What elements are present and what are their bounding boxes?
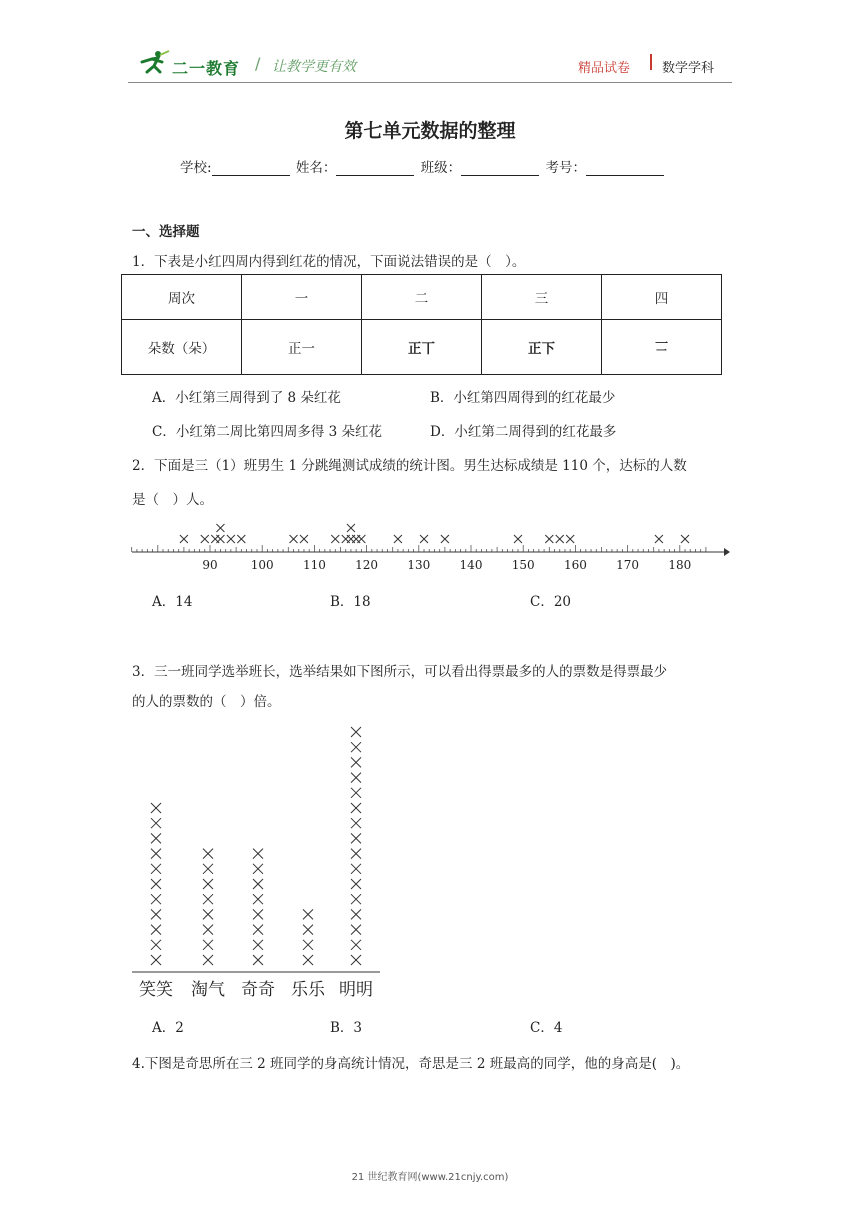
- vote-cross-mark: [351, 833, 361, 843]
- vote-cross-mark: [351, 955, 361, 965]
- axis-tick-label: 120: [355, 558, 379, 572]
- header-separator: /: [255, 54, 261, 73]
- table-header-cell: 四: [602, 275, 722, 320]
- vote-cross-mark: [151, 879, 161, 889]
- dot-plot-cross-mark: [237, 535, 245, 543]
- vote-cross-mark: [351, 788, 361, 798]
- page-footer: 21 世纪教育网(www.21cnjy.com): [351, 1172, 509, 1183]
- dot-plot-cross-mark: [681, 535, 689, 543]
- question-2-text-line2: 是（ ）人。: [132, 492, 213, 508]
- vote-cross-mark: [203, 925, 213, 935]
- axis-tick-label: 110: [302, 558, 326, 572]
- dot-plot-cross-mark: [180, 535, 188, 543]
- class-label: 班级：: [420, 160, 462, 176]
- dot-plot-cross-mark: [420, 535, 428, 543]
- vote-cross-mark: [351, 864, 361, 874]
- tally-cell: 正丅: [362, 320, 482, 375]
- dot-plot-cross-mark: [545, 535, 553, 543]
- vote-cross-mark: [253, 864, 263, 874]
- candidate-name-label: 淘气: [191, 980, 225, 1000]
- vote-cross-mark: [151, 864, 161, 874]
- table-header-cell: 二: [362, 275, 482, 320]
- logo-runner-icon: [138, 50, 170, 76]
- dot-plot-cross-mark: [216, 524, 224, 532]
- dot-plot-cross-mark: [300, 535, 308, 543]
- dot-plot-cross-mark: [441, 535, 449, 543]
- q1-option-b[interactable]: B．小红第四周得到的红花最少: [430, 390, 616, 406]
- q2-option-b[interactable]: B．18: [330, 594, 371, 610]
- table-header-cell: 一: [242, 275, 362, 320]
- vote-cross-mark: [253, 925, 263, 935]
- table-row-label: 朵数（朵）: [122, 320, 242, 375]
- vote-cross-mark: [351, 803, 361, 813]
- exam-blank[interactable]: [586, 161, 664, 176]
- header-tag-premium: 精品试卷: [578, 61, 631, 76]
- header-divider: [650, 54, 652, 70]
- vote-cross-mark: [351, 849, 361, 859]
- question-1-text: 1．下表是小红四周内得到红花的情况，下面说法错误的是（ ）。: [132, 254, 526, 270]
- exam-label: 考号：: [545, 160, 586, 176]
- axis-tick-label: 180: [668, 558, 692, 572]
- dot-plot-cross-mark: [566, 535, 574, 543]
- vote-cross-mark: [351, 925, 361, 935]
- dot-plot-cross-mark: [201, 535, 209, 543]
- axis-arrow-icon: [724, 548, 730, 556]
- table-header-cell: 三: [482, 275, 602, 320]
- vote-cross-mark: [351, 773, 361, 783]
- vote-cross-mark: [203, 894, 213, 904]
- page-title: 第七单元数据的整理: [344, 120, 516, 142]
- table-header-cell: 周次: [122, 275, 242, 320]
- q2-option-c[interactable]: C．20: [530, 594, 572, 610]
- vote-cross-mark: [351, 727, 361, 737]
- dot-plot-cross-mark: [216, 535, 224, 543]
- vote-cross-mark: [151, 894, 161, 904]
- name-blank[interactable]: [336, 161, 414, 176]
- vote-cross-mark: [351, 818, 361, 828]
- dot-plot-cross-mark: [394, 535, 402, 543]
- vote-cross-mark: [303, 955, 313, 965]
- vote-cross-mark: [253, 879, 263, 889]
- candidate-name-label: 明明: [339, 980, 373, 1000]
- vote-cross-mark: [203, 909, 213, 919]
- vote-cross-mark: [351, 757, 361, 767]
- vote-cross-mark: [253, 849, 263, 859]
- header-rule: [128, 82, 732, 83]
- q1-option-a[interactable]: A．小红第三周得到了 8 朵红花: [152, 390, 341, 406]
- question-4-text: 4.下图是奇思所在三 2 班同学的身高统计情况，奇思是三 2 班最高的同学，他的身高是( )。: [132, 1056, 690, 1072]
- vote-cross-mark: [151, 833, 161, 843]
- section-heading: 一、选择题: [132, 224, 200, 240]
- dot-plot-cross-mark: [331, 535, 339, 543]
- q3-option-a[interactable]: A．2: [152, 1020, 184, 1036]
- vote-cross-mark: [253, 894, 263, 904]
- vote-cross-mark: [351, 742, 361, 752]
- header-tag-subject: 数学学科: [662, 61, 715, 76]
- vote-cross-mark: [253, 940, 263, 950]
- axis-tick-label: 100: [250, 558, 274, 572]
- dot-plot-cross-mark: [556, 535, 564, 543]
- tally-cell: 𠄟: [602, 320, 722, 375]
- vote-cross-mark: [203, 955, 213, 965]
- vote-cross-mark: [253, 909, 263, 919]
- question-3-text-line2: 的人的票数的（ ）倍。: [132, 694, 281, 710]
- dot-plot-cross-mark: [514, 535, 522, 543]
- tally-cell: 正下: [482, 320, 602, 375]
- dot-plot-cross-mark: [290, 535, 298, 543]
- axis-tick-label: 170: [616, 558, 640, 572]
- axis-tick-label: 150: [511, 558, 535, 572]
- school-label: 学校:: [180, 160, 212, 176]
- student-info-line: [180, 156, 666, 176]
- dot-plot-cross-mark: [347, 524, 355, 532]
- dot-plot-cross-mark: [655, 535, 663, 543]
- vote-cross-mark: [351, 879, 361, 889]
- jump-rope-dot-plot: [128, 516, 732, 576]
- tally-cell: 正一: [242, 320, 362, 375]
- axis-tick-label: 160: [563, 558, 587, 572]
- vote-cross-mark: [351, 940, 361, 950]
- brand-name: 二一教育: [172, 59, 241, 78]
- question-2-text-line1: 2．下面是三（1）班男生 1 分跳绳测试成绩的统计图。男生达标成绩是 110 个，达标的人数: [132, 458, 687, 474]
- vote-cross-mark: [303, 925, 313, 935]
- school-blank[interactable]: [212, 161, 290, 176]
- vote-cross-mark: [203, 849, 213, 859]
- vote-cross-mark: [151, 955, 161, 965]
- brand-slogan: 让教学更有效: [272, 59, 356, 75]
- vote-cross-mark: [303, 940, 313, 950]
- q1-option-d[interactable]: D．小红第二周得到的红花最多: [430, 424, 617, 440]
- question-3-text-line1: 3．三一班同学选举班长，选举结果如下图所示，可以看出得票最多的人的票数是得票最少: [132, 664, 668, 680]
- vote-cross-mark: [253, 955, 263, 965]
- tally-table: [121, 274, 722, 375]
- q3-option-c[interactable]: C．4: [530, 1020, 563, 1036]
- vote-cross-mark: [151, 909, 161, 919]
- dot-plot-minor-ticks: [132, 545, 706, 552]
- vote-cross-mark: [351, 909, 361, 919]
- vote-cross-mark: [151, 925, 161, 935]
- axis-tick-label: 90: [202, 558, 218, 572]
- vote-cross-mark: [203, 879, 213, 889]
- q1-option-c[interactable]: C．小红第二周比第四周多得 3 朵红花: [152, 424, 383, 440]
- axis-tick-label: 140: [459, 558, 483, 572]
- candidate-name-label: 笑笑: [139, 980, 173, 1000]
- candidate-name-label: 乐乐: [291, 980, 325, 1000]
- vote-pictograph: [128, 720, 388, 1005]
- name-label: 姓名：: [295, 160, 337, 176]
- vote-cross-mark: [151, 803, 161, 813]
- axis-tick-label: 130: [407, 558, 431, 572]
- vote-cross-mark: [351, 894, 361, 904]
- vote-cross-mark: [151, 849, 161, 859]
- vote-cross-mark: [303, 909, 313, 919]
- q2-option-a[interactable]: A．14: [152, 594, 193, 610]
- vote-cross-mark: [203, 940, 213, 950]
- vote-cross-mark: [151, 940, 161, 950]
- candidate-name-label: 奇奇: [241, 980, 275, 1000]
- vote-cross-mark: [203, 864, 213, 874]
- dot-plot-cross-mark: [357, 535, 365, 543]
- q3-option-b[interactable]: B．3: [330, 1020, 363, 1036]
- vote-cross-mark: [151, 818, 161, 828]
- class-blank[interactable]: [461, 161, 539, 176]
- dot-plot-cross-mark: [227, 535, 235, 543]
